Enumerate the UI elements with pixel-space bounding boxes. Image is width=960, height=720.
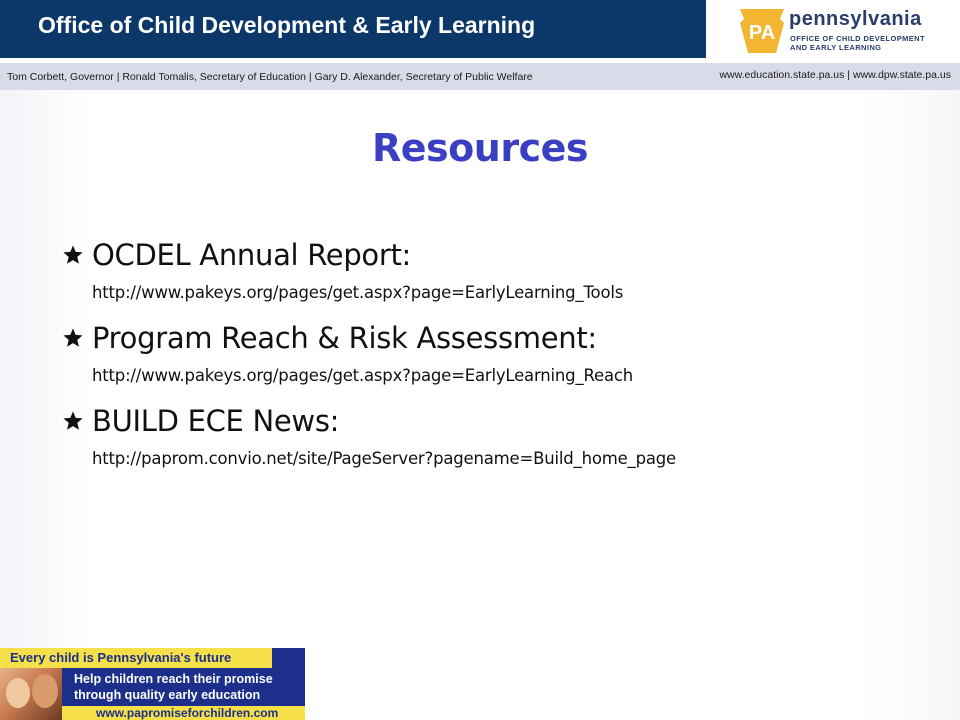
keystone-badge-text: PA	[748, 22, 776, 44]
child-face-shape	[32, 674, 58, 708]
header-bar	[0, 0, 706, 58]
logo-subtitle-line1: OFFICE OF CHILD DEVELOPMENT	[790, 34, 925, 43]
banner-top-strip	[0, 648, 272, 668]
banner-url-strip	[62, 706, 305, 720]
info-bar	[0, 63, 960, 90]
resource-link[interactable]: http://www.pakeys.org/pages/get.aspx?page=EarlyLearning_Tools	[92, 283, 624, 302]
logo-subtitle-line2: AND EARLY LEARNING	[790, 43, 882, 52]
slide-title: Resources	[372, 126, 588, 170]
keystone-icon	[736, 5, 788, 57]
star-bullet-icon	[62, 327, 84, 349]
resource-item	[62, 238, 942, 321]
star-bullet-icon	[62, 244, 84, 266]
resource-link[interactable]: http://www.pakeys.org/pages/get.aspx?page=EarlyLearning_Reach	[92, 366, 634, 385]
logo-name: pennsylvania	[789, 8, 922, 30]
child-face-shape	[6, 678, 30, 708]
resource-list	[62, 238, 942, 487]
banner-top-text: Every child is Pennsylvania's future	[10, 650, 232, 665]
header-title: Office of Child Development & Early Learning	[38, 12, 536, 38]
pennsylvania-logo	[706, 0, 960, 63]
resource-label: Program Reach & Risk Assessment:	[92, 321, 597, 355]
star-bullet-icon	[62, 410, 84, 432]
resource-item	[62, 404, 942, 487]
resource-item	[62, 321, 942, 404]
banner-message-line1: Help children reach their promise	[74, 672, 273, 686]
banner-url[interactable]: www.papromiseforchildren.com	[96, 706, 279, 720]
officials-text: Tom Corbett, Governor | Ronald Tomalis, Secretary of Education | Gary D. Alexander, Secretary of Public Welfare	[7, 71, 533, 83]
promise-banner[interactable]	[0, 648, 305, 720]
websites-text[interactable]: www.education.state.pa.us | www.dpw.state.pa.us	[719, 69, 951, 81]
children-photo	[0, 668, 62, 720]
banner-message-line2: through quality early education	[74, 688, 261, 702]
resource-link[interactable]: http://paprom.convio.net/site/PageServer?pagename=Build_home_page	[92, 449, 677, 468]
resource-label: BUILD ECE News:	[92, 404, 340, 438]
resource-label: OCDEL Annual Report:	[92, 238, 412, 272]
